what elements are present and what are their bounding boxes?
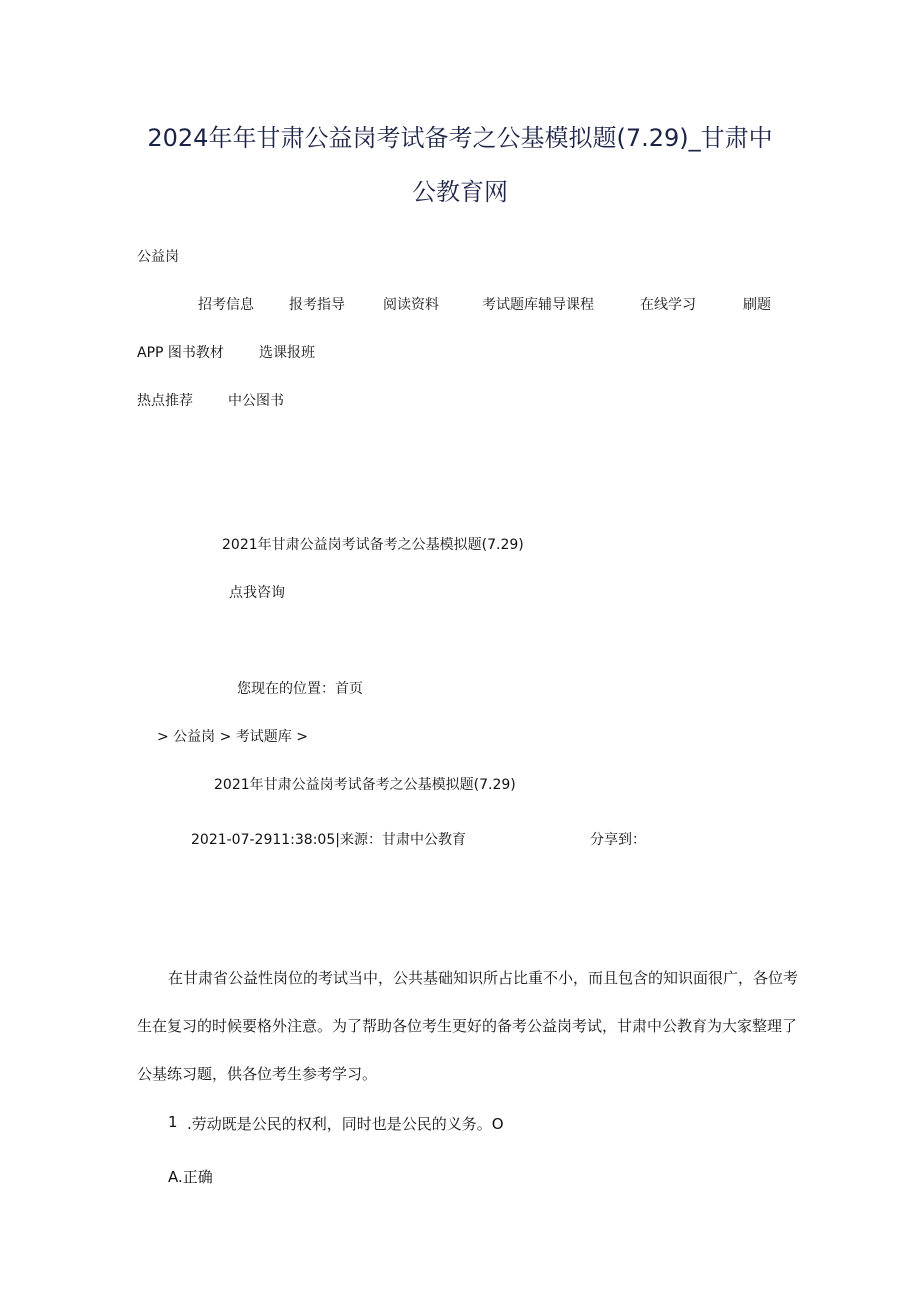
document-title-line-2: 公教育网 — [412, 178, 508, 206]
consult-link[interactable]: 点我咨询 — [229, 585, 285, 601]
location-label: 您现在的位置：首页 — [237, 681, 363, 697]
nav-link-practice[interactable]: 刷题 — [743, 297, 771, 313]
nav-link-app-books[interactable]: APP 图书教材 — [137, 345, 224, 361]
paragraph-line-1: 在甘肃省公益性岗位的考试当中，公共基础知识所占比重不小，而且包含的知识面很广，各位考 — [168, 969, 799, 987]
nav-link-application-guide[interactable]: 报考指导 — [289, 297, 345, 313]
nav-link-reading-materials[interactable]: 阅读资料 — [383, 297, 439, 313]
article-subtitle: 2021年甘肃公益岗考试备考之公基模拟题(7.29) — [222, 537, 524, 553]
question-number: 1 — [168, 1113, 178, 1131]
paragraph-line-3: 公基练习题，供各位考生参考学习。 — [137, 1065, 378, 1083]
paragraph-line-2: 生在复习的时候要格外注意。为了帮助各位考生更好的备考公益岗考试，甘肃中公教育为大家整理了 — [137, 1017, 798, 1035]
nav-link-online-learning[interactable]: 在线学习 — [640, 297, 696, 313]
document-title-line-1: 2024年年甘肃公益岗考试备考之公基模拟题(7.29)_甘肃中 — [147, 124, 773, 152]
category-label: 公益岗 — [137, 249, 179, 265]
nav-link-course-enrollment[interactable]: 选课报班 — [259, 345, 315, 361]
nav-link-question-bank-courses[interactable]: 考试题库辅导课程 — [482, 297, 594, 313]
nav-link-hot-recommendations[interactable]: 热点推荐 — [137, 393, 193, 409]
article-meta: 2021-07-2911:38:05|来源：甘肃中公教育 — [191, 832, 466, 848]
nav-link-recruitment-info[interactable]: 招考信息 — [198, 297, 254, 313]
breadcrumb[interactable]: > 公益岗 > 考试题库 > — [157, 729, 308, 745]
article-title: 2021年甘肃公益岗考试备考之公基模拟题(7.29) — [214, 777, 516, 793]
share-label: 分享到： — [590, 832, 646, 848]
question-text: .劳动既是公民的权利，同时也是公民的义务。O — [187, 1115, 504, 1133]
question-option-a: A.正确 — [168, 1168, 213, 1186]
nav-link-offcn-books[interactable]: 中公图书 — [228, 393, 284, 409]
